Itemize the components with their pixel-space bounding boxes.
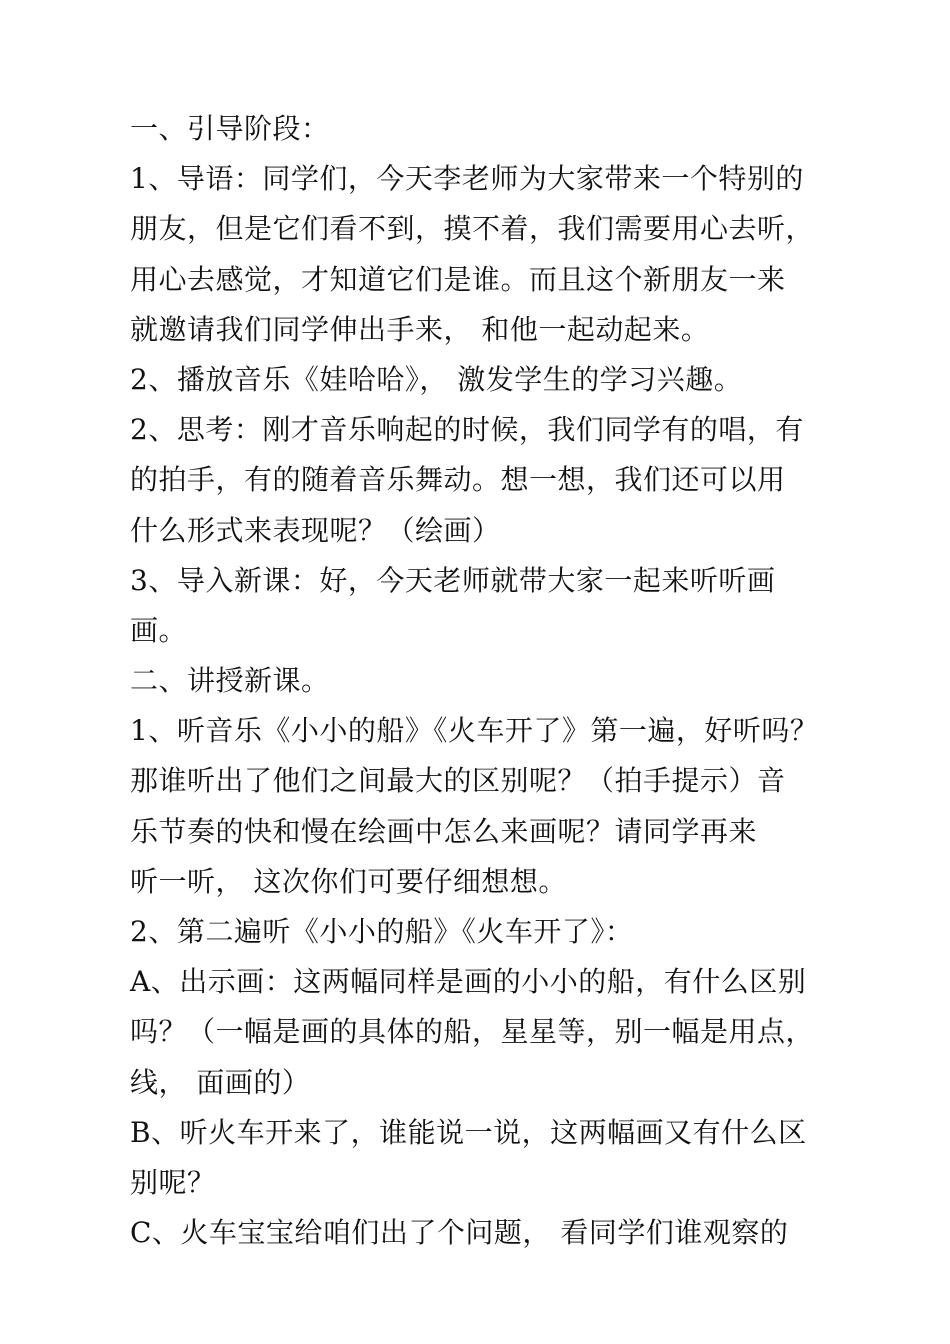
text-line: A、出示画：这两幅同样是画的小小的船，有什么区别 xyxy=(130,965,807,999)
text-line: 就邀请我们同学伸出手来， 和他一起动起来。 xyxy=(130,312,710,346)
text-line: 听一听， 这次你们可要仔细想想。 xyxy=(130,864,567,898)
text-line: 2、播放音乐《娃哈哈》， 激发学生的学习兴趣。 xyxy=(130,362,743,396)
text-line: 的拍手，有的随着音乐舞动。想一想，我们还可以用 xyxy=(130,463,786,497)
text-line: 2、思考：刚才音乐响起的时候，我们同学有的唱，有 xyxy=(130,413,804,447)
text-line: 线， 面画的） xyxy=(130,1065,311,1099)
text-line: 3、导入新课：好，今天老师就带大家一起来听听画 xyxy=(130,563,776,597)
text-line: 1、导语：同学们，今天李老师为大家带来一个特别的 xyxy=(130,162,804,196)
text-line: 乐节奏的快和慢在绘画中怎么来画呢？请同学再来 xyxy=(130,814,758,848)
text-line: B、听火车开来了，谁能说一说，这两幅画又有什么区 xyxy=(130,1115,807,1149)
text-line: 什么形式来表现呢？（绘画） xyxy=(130,513,501,547)
heading-new-lesson: 二、讲授新课。 xyxy=(130,664,330,698)
text-line: 2、第二遍听《小小的船》《火车开了》： xyxy=(130,915,634,948)
text-line: 1、听音乐《小小的船》《火车开了》第一遍，好听吗？ xyxy=(130,714,819,748)
text-line: 别呢？ xyxy=(130,1165,216,1199)
text-line: 朋友，但是它们看不到，摸不着，我们需要用心去听， xyxy=(130,212,815,246)
text-line: 用心去感觉，才知道它们是谁。而且这个新朋友一来 xyxy=(130,262,786,296)
text-line: 吗？（一幅是画的具体的船，星星等，别一幅是用点， xyxy=(130,1015,815,1049)
text-line: C、火车宝宝给咱们出了个问题， 看同学们谁观察的 xyxy=(130,1216,789,1250)
heading-guide-stage: 一、引导阶段： xyxy=(130,112,330,145)
document-body xyxy=(130,104,830,1258)
text-line: 那谁听出了他们之间最大的区别呢？（拍手提示）音 xyxy=(130,764,786,798)
text-line: 画。 xyxy=(130,613,188,647)
